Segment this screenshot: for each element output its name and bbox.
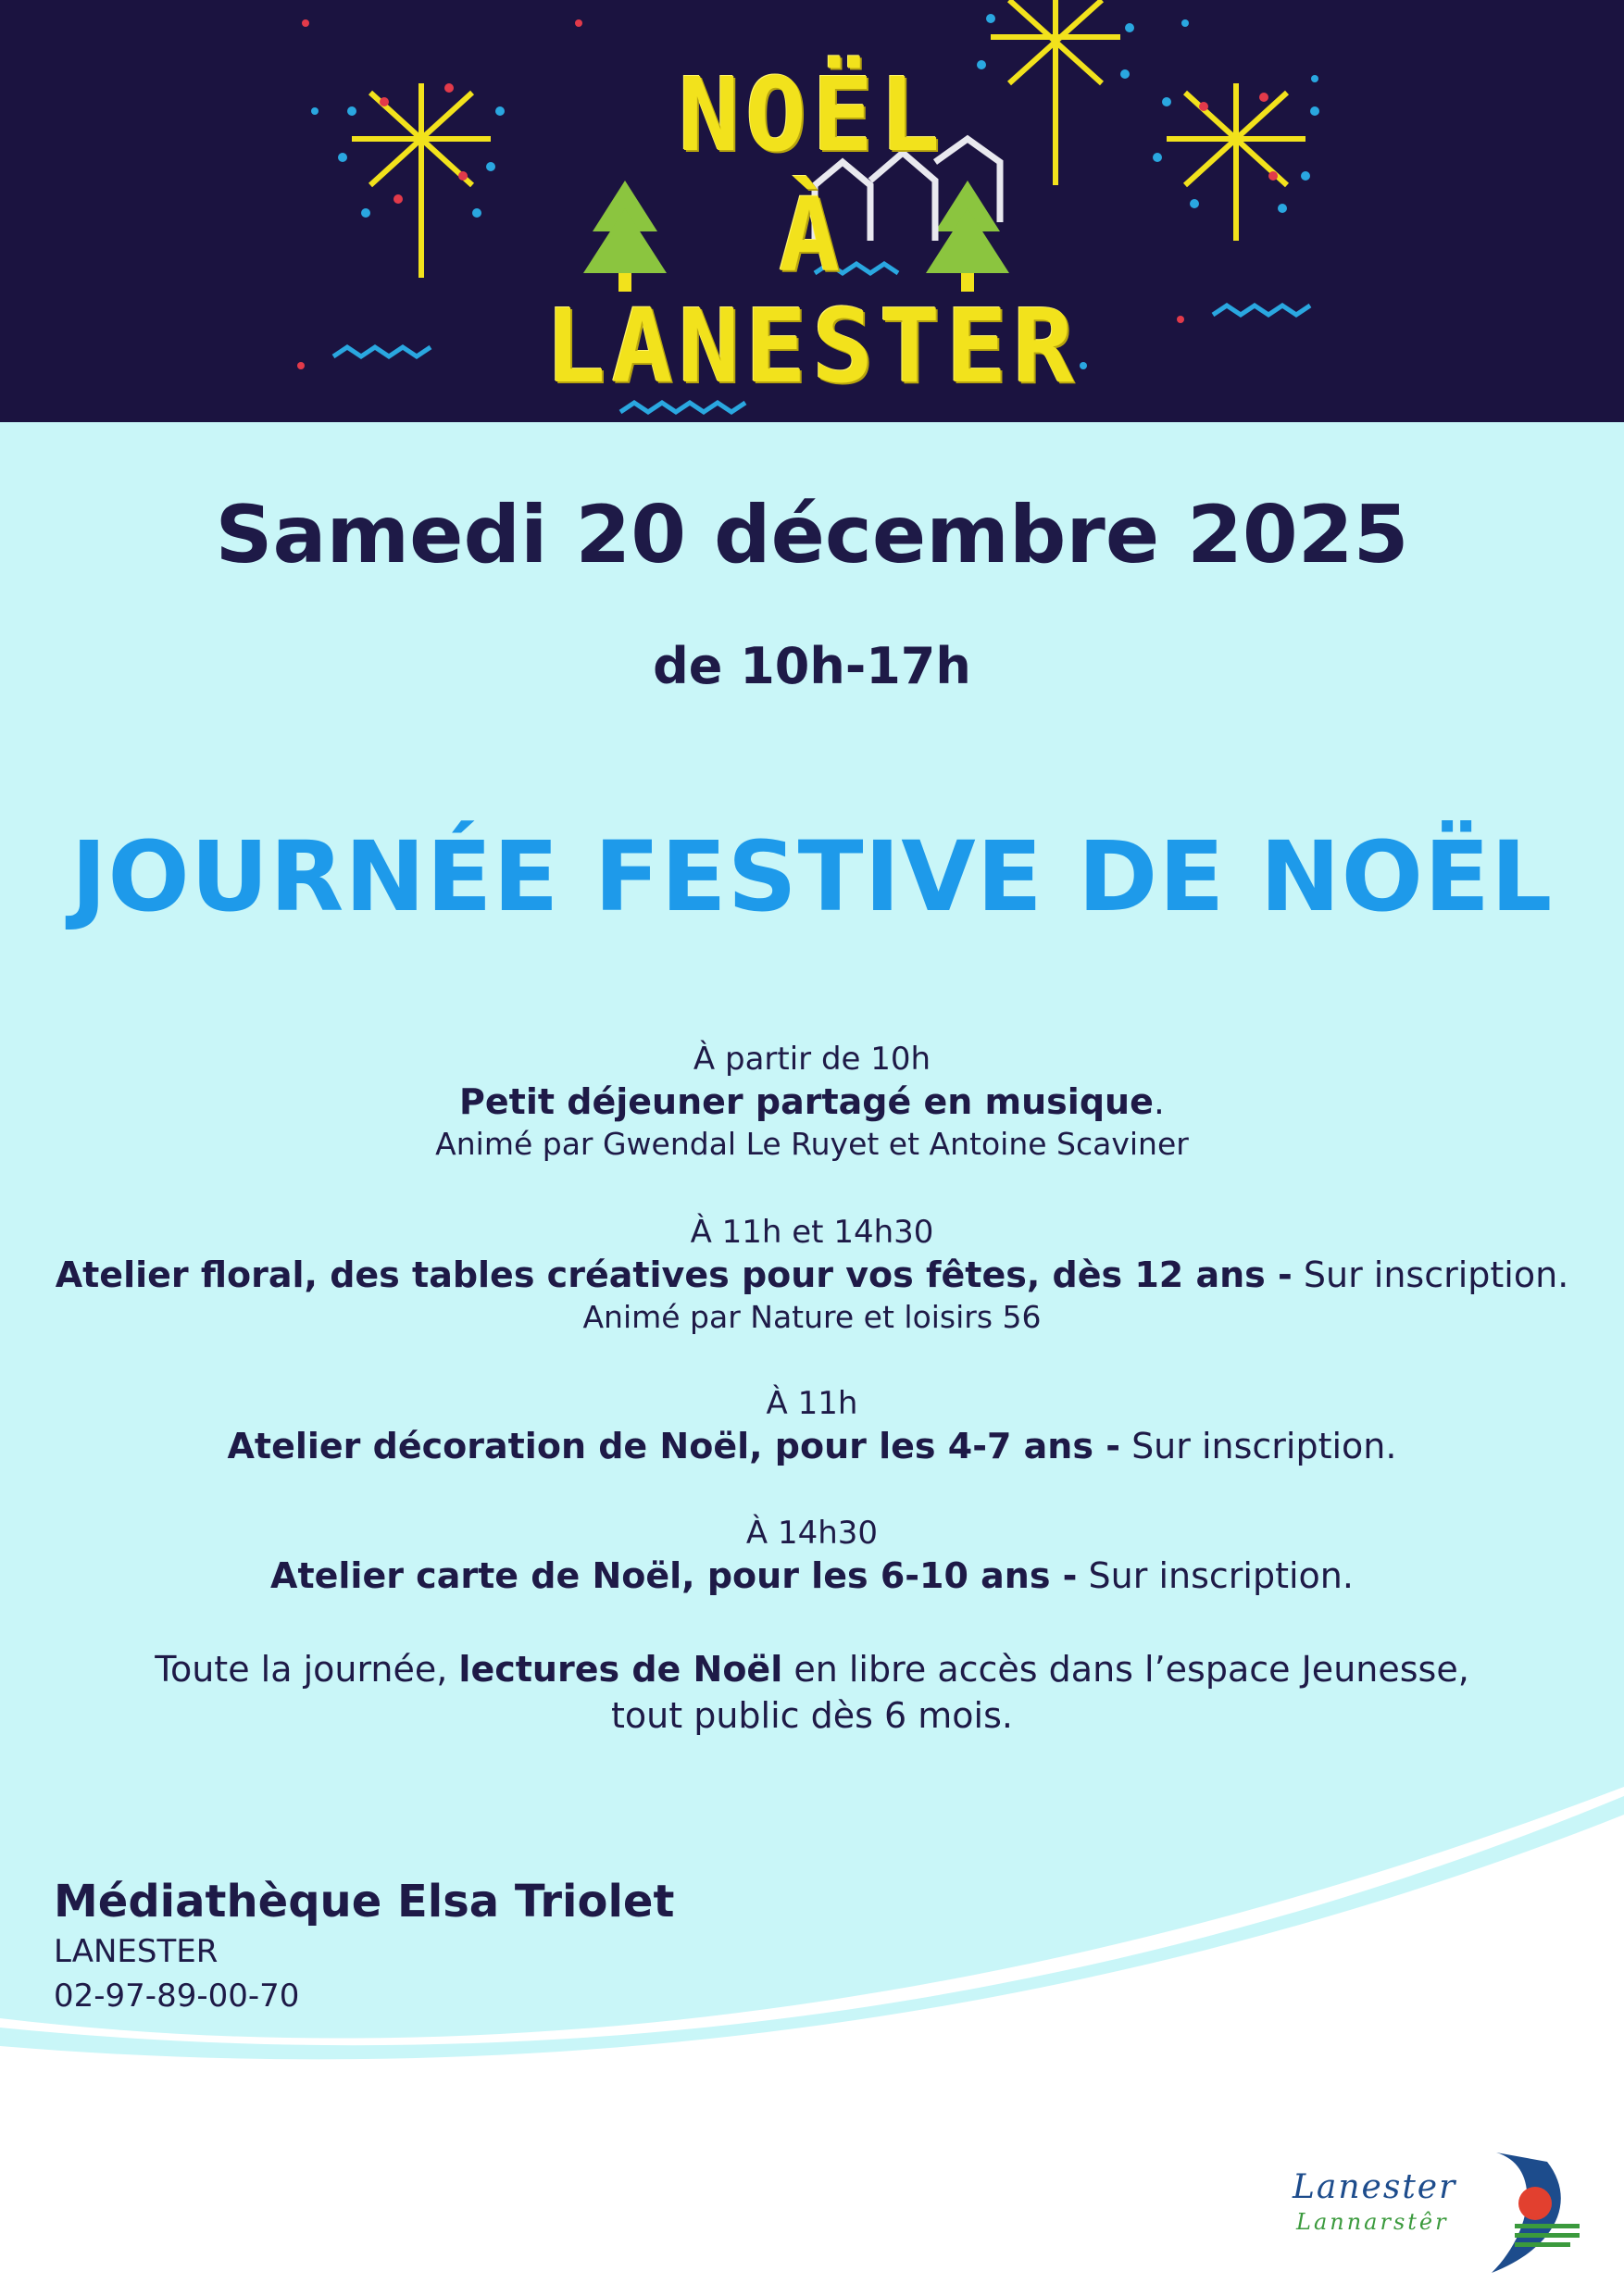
- event-4-title-suffix: Sur inscription.: [1077, 1555, 1354, 1596]
- event-3-time: À 11h: [766, 1385, 858, 1422]
- event-hours: de 10h-17h: [653, 637, 971, 695]
- event-4-time: À 14h30: [745, 1515, 879, 1552]
- event-3-title-suffix: Sur inscription.: [1119, 1426, 1397, 1466]
- all-day-suffix: en libre accès dans l’espace Jeunesse,: [782, 1649, 1469, 1690]
- event-1: [0, 1041, 1624, 1162]
- all-day-info: [0, 1649, 1624, 1736]
- event-date: Samedi 20 décembre 2025: [215, 489, 1409, 581]
- banner-title-line2: À: [778, 176, 846, 294]
- venue-phone: 02-97-89-00-70: [54, 1978, 300, 2015]
- event-1-title: Petit déjeuner partagé en musique: [459, 1081, 1154, 1122]
- event-1-title-row: [0, 1081, 1624, 1122]
- venue-city: LANESTER: [54, 1933, 219, 1970]
- event-headline: JOURNÉE FESTIVE DE NOËL: [70, 820, 1554, 933]
- banner-title-line3: LANESTER: [544, 287, 1080, 406]
- event-4-title-row: [0, 1555, 1624, 1596]
- event-1-time: À partir de 10h: [693, 1041, 931, 1078]
- all-day-line1: [0, 1649, 1624, 1690]
- event-1-subtitle: Animé par Gwendal Le Ruyet et Antoine Scaviner: [435, 1126, 1189, 1162]
- event-2-subtitle: Animé par Nature et loisirs 56: [582, 1299, 1042, 1335]
- event-2-title-suffix: Sur inscription.: [1292, 1254, 1569, 1295]
- event-2-title-row: [0, 1254, 1624, 1295]
- event-2: [0, 1214, 1624, 1335]
- logo-emblem-icon: [1478, 2148, 1589, 2277]
- event-4: [0, 1515, 1624, 1596]
- banner-title-line1: NOËL: [678, 56, 946, 174]
- logo-text-lannarster: Lannarstêr: [1296, 2209, 1449, 2235]
- event-2-time: À 11h et 14h30: [690, 1214, 934, 1251]
- event-1-title-suffix: .: [1153, 1081, 1165, 1122]
- event-3: [0, 1385, 1624, 1466]
- event-4-title: Atelier carte de Noël, pour les 6-10 ans -: [270, 1555, 1078, 1596]
- all-day-bold: lectures de Noël: [458, 1649, 783, 1690]
- all-day-prefix: Toute la journée,: [155, 1649, 459, 1690]
- event-2-title: Atelier floral, des tables créatives pour vos fêtes, dès 12 ans -: [55, 1254, 1293, 1295]
- all-day-line2: tout public dès 6 mois.: [611, 1695, 1013, 1736]
- event-3-title-row: [0, 1426, 1624, 1466]
- logo-text-lanester: Lanester: [1293, 2168, 1457, 2206]
- venue-name: Médiathèque Elsa Triolet: [54, 1876, 675, 1928]
- lanester-logo: [1293, 2148, 1589, 2277]
- event-3-title: Atelier décoration de Noël, pour les 4-7 ans -: [227, 1426, 1120, 1466]
- header-banner: [0, 0, 1624, 422]
